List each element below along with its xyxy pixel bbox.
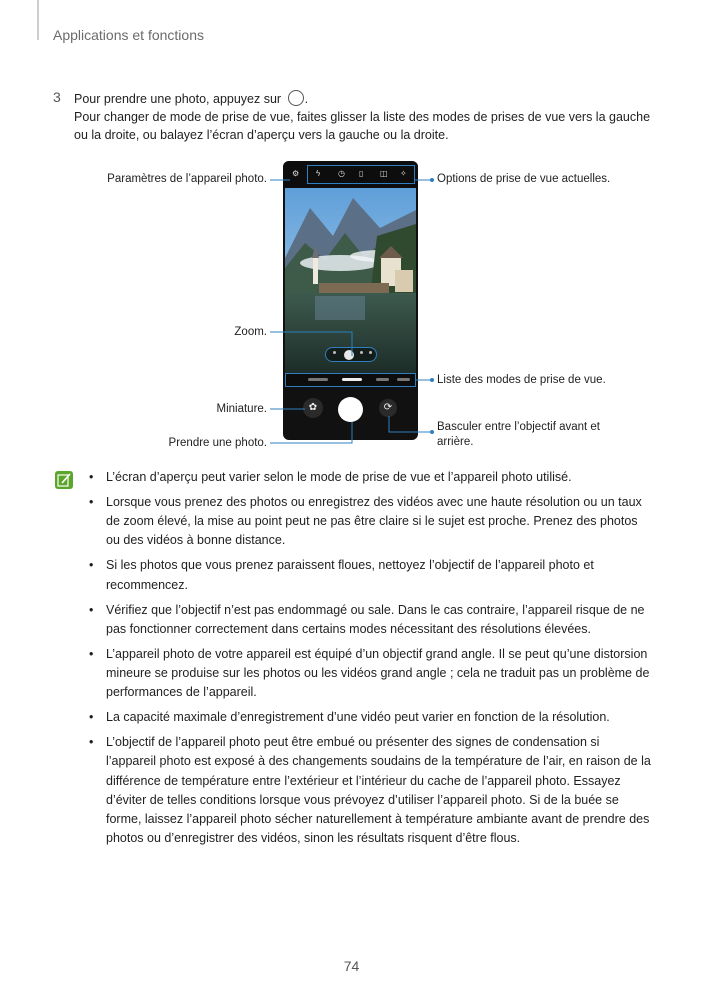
step-line-1-end: .: [304, 92, 309, 106]
note-item: [89, 556, 651, 594]
note-item: [89, 645, 651, 703]
note-item: [89, 468, 651, 487]
switch-camera-icon: ⟳: [383, 402, 393, 413]
mode-item-active: [342, 378, 362, 381]
note-text: L’appareil photo de votre appareil est équipé d’un objectif grand angle. Il se peut qu’une distorsion mineure se produise sur les photos ou les vidéos grand angle ; cela ne traduit pas un problème de performances de l’appareil.: [106, 646, 650, 700]
thumbnail-button: [303, 398, 323, 418]
callout-thumbnail: Miniature.: [216, 403, 267, 415]
zoom-level-dot: [360, 351, 363, 354]
bullet: •: [89, 558, 94, 573]
shutter-button: [338, 397, 363, 422]
bullet: •: [89, 646, 94, 661]
zoom-level-dot: [369, 351, 372, 354]
note-text: Si les photos que vous prenez paraissent floues, nettoyez l’objectif de l’appareil photo et recommencez.: [106, 558, 594, 592]
flower-icon: ✿: [308, 402, 318, 413]
callout-capture: Prendre une photo.: [168, 437, 267, 449]
callout-switch: [437, 420, 600, 450]
camera-toolbar: [283, 161, 418, 188]
mode-item: [397, 378, 410, 381]
motion-photo-icon: ◫: [380, 169, 388, 178]
note-text: Vérifiez que l’objectif n’est pas endommagé ou sale. Dans le cas contraire, l’appareil risque de ne pas fonctionner correctement dans certains modes nécessitant des résolutions élevées.: [106, 602, 645, 636]
bullet: •: [89, 495, 94, 509]
step-line-1: [74, 90, 654, 108]
header-rule: [37, 0, 39, 40]
bullet: •: [89, 710, 94, 725]
note-item: [89, 493, 651, 551]
shutter-button-icon: [288, 90, 304, 106]
timer-icon: ◷: [338, 169, 345, 178]
zoom-active-level: [344, 350, 354, 360]
step-instructions: [74, 90, 654, 144]
mode-item: [376, 378, 389, 381]
notes-list: [89, 468, 651, 854]
page-header-title: Applications et fonctions: [53, 27, 204, 43]
pencil-note-icon: [55, 471, 73, 489]
bullet: •: [89, 602, 94, 617]
note-text: L’écran d’aperçu peut varier selon le mode de prise de vue et l’appareil photo utilisé.: [106, 470, 572, 484]
callout-dot: [430, 178, 434, 182]
note-text: La capacité maximale d’enregistrement d’une vidéo peut varier en fonction de la résolution.: [106, 710, 610, 725]
note-item: [89, 708, 651, 727]
callout-switch-line-1: Basculer entre l’objectif avant et: [437, 421, 601, 433]
step-line-1-text: Pour prendre une photo, appuyez sur: [74, 92, 282, 106]
note-item: [89, 601, 651, 639]
note-text: Lorsque vous prenez des photos ou enregistrez des vidéos avec une haute résolution ou un taux de zoom élevé, la mise au point peut ne pas être claire si le sujet est proche. Prenez des photos ou des vidéos à bonne distance.: [106, 495, 642, 548]
filter-icon: ✧: [400, 169, 407, 178]
flash-icon: ϟ: [316, 169, 321, 178]
switch-camera-button: [379, 399, 397, 417]
camera-screen-illustration: [283, 161, 418, 440]
callout-dot: [430, 430, 434, 434]
step-paragraph: Pour changer de mode de prise de vue, faites glisser la liste des modes de prises de vue vers la gauche ou la droite, ou balayez l’écran d’aperçu vers la gauche ou la droite.: [74, 110, 651, 142]
preview-landscape-image: [285, 188, 416, 373]
ratio-icon: ▯: [359, 169, 364, 178]
bullet: •: [89, 735, 94, 750]
bullet: •: [89, 470, 94, 484]
callout-dot: [430, 378, 434, 382]
callout-options: Options de prise de vue actuelles.: [437, 173, 611, 185]
step-number: 3: [53, 89, 61, 105]
note-item: [89, 733, 651, 848]
mode-item: [308, 378, 328, 381]
camera-preview: [285, 188, 416, 373]
pencil-note-glyph: [55, 471, 73, 489]
callout-zoom: Zoom.: [234, 326, 267, 338]
zoom-selector: [325, 347, 377, 362]
page-number: 74: [343, 958, 360, 974]
gear-icon: ⚙: [292, 169, 300, 178]
callout-switch-line-2: arrière.: [437, 436, 474, 448]
callout-modes: Liste des modes de prise de vue.: [437, 374, 606, 386]
zoom-level-dot: [333, 351, 336, 354]
note-text: L’objectif de l’appareil photo peut être embué ou présenter des signes de condensation si l’appareil photo est exposé à des changements soudains de la température de l’air, en raison de la différence de température entre l’extérieur et l’intérieur du cache de l’appareil photo. Essayez d’éviter de telles conditions lorsque vous prévoyez d’utiliser l’appareil photo. Si de la buée se forme, laissez l’appareil photo sécher naturellement à température ambiante avant de prendre des photos ou d’enregistrer des vidéos, sinon les résultats risquent d’être flous.: [106, 735, 651, 846]
shooting-modes-list: [285, 373, 416, 387]
callout-settings: Paramètres de l’appareil photo.: [107, 173, 267, 185]
